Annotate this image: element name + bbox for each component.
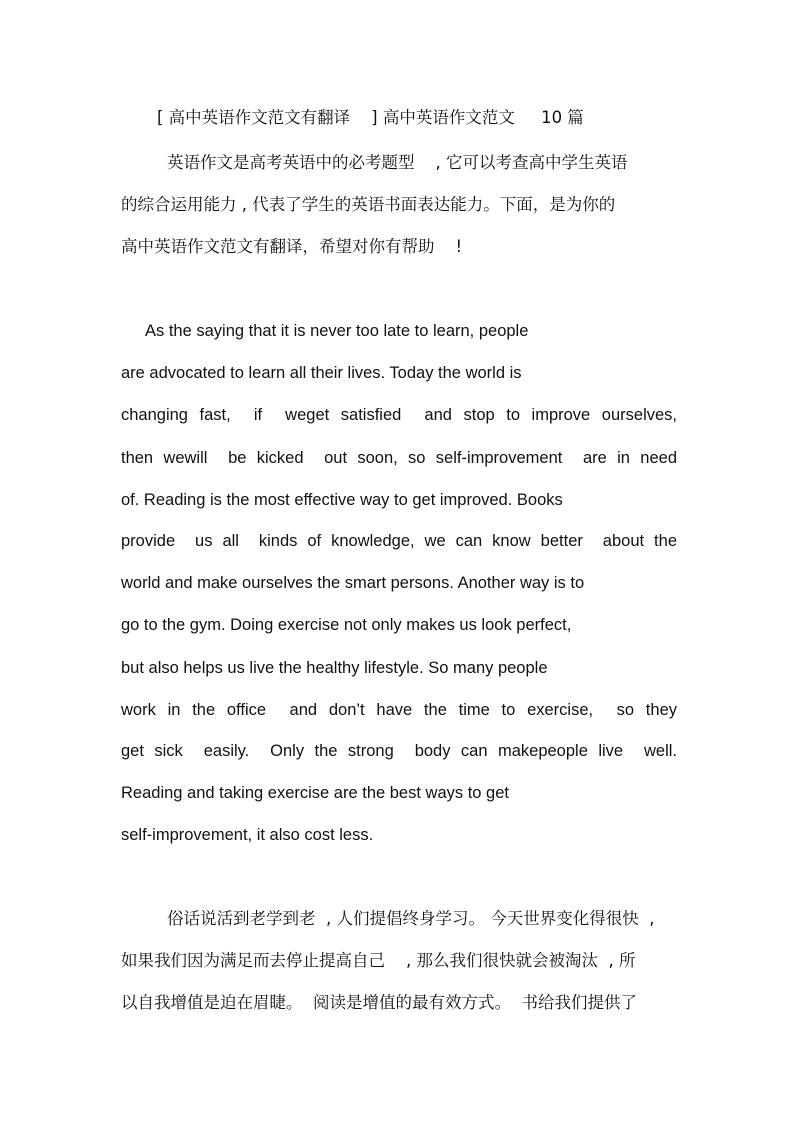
document-title: [ 高中英语作文范文有翻译 ] 高中英语作文范文 10 篇 xyxy=(157,108,584,127)
intro-line-2: 的综合运用能力 , 代表了学生的英语书面表达能力。下面，是为你的 xyxy=(121,195,616,214)
translation-line-3: 以自我增值是迫在眉睫。 阅读是增值的最有效方式。 书给我们提供了 xyxy=(121,993,637,1012)
translation-line-1: 俗话说活到老学到老 , 人们提倡终身学习。 今天世界变化得很快 , xyxy=(167,909,655,928)
intro-line-3: 高中英语作文范文有翻译，希望对你有帮助 ! xyxy=(121,237,463,256)
translation-line-2: 如果我们因为满足而去停止提高自己 , 那么我们很快就会被淘汰 , 所 xyxy=(121,951,636,970)
essay-line-8: go to the gym. Doing exercise not only makes us look perfect, xyxy=(121,616,572,634)
essay-line-2: are advocated to learn all their lives. Today the world is xyxy=(121,364,522,382)
intro-line-1: 英语作文是高考英语中的必考题型 , 它可以考查高中学生英语 xyxy=(167,153,628,172)
essay-line-9: but also helps us live the healthy lifestyle. So many people xyxy=(121,659,548,677)
essay-line-6: provide us all kinds of knowledge, we can know better about the xyxy=(121,532,677,550)
essay-line-1: As the saying that it is never too late to learn, people xyxy=(145,322,529,340)
essay-line-11: get sick easily. Only the strong body can makepeople live well. xyxy=(121,742,677,760)
essay-line-13: self-improvement, it also cost less. xyxy=(121,826,374,844)
essay-line-5: of. Reading is the most effective way to get improved. Books xyxy=(121,491,563,509)
essay-line-7: world and make ourselves the smart persons. Another way is to xyxy=(121,574,585,592)
essay-line-3: changing fast, if weget satisfied and stop to improve ourselves, xyxy=(121,406,677,424)
essay-line-10: work in the office and don’t have the time to exercise, so they xyxy=(121,701,677,719)
essay-line-12: Reading and taking exercise are the best ways to get xyxy=(121,784,509,802)
essay-line-4: then wewill be kicked out soon, so self-improvement are in need xyxy=(121,449,677,467)
